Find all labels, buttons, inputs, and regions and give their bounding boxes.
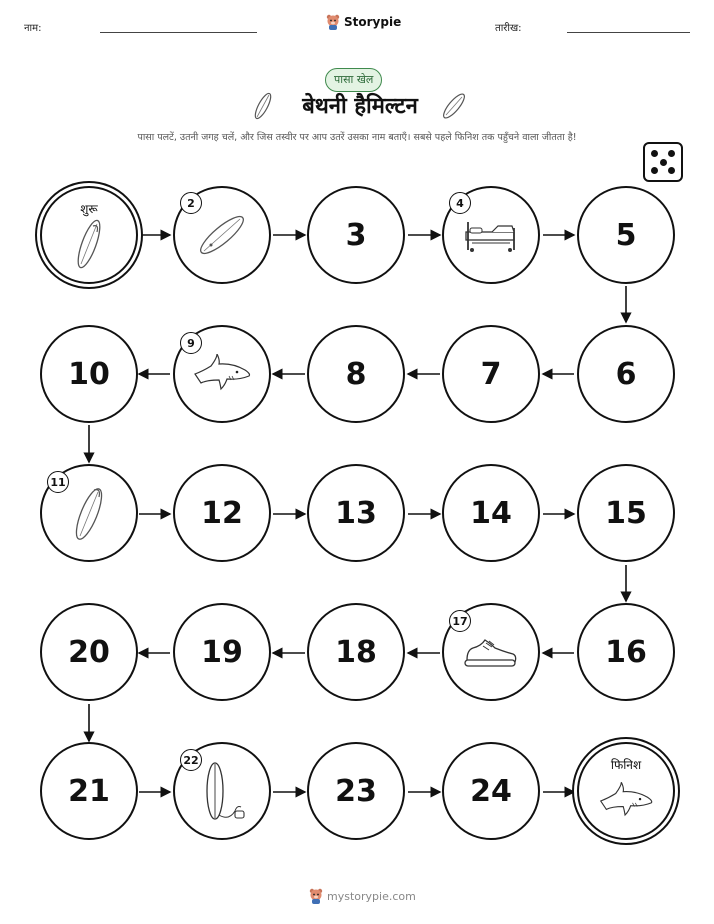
board-cell-6	[577, 325, 675, 423]
cell-number-badge: 4	[449, 192, 471, 214]
start-label: शुरू	[80, 202, 98, 216]
cell-number-badge: 2	[180, 192, 202, 214]
board-cell-14	[442, 464, 540, 562]
cell-number: 10	[68, 356, 110, 392]
board-cell-finish	[577, 742, 675, 840]
board-cell-12	[173, 464, 271, 562]
board-cell-18	[307, 603, 405, 701]
cell-number: 23	[335, 773, 377, 809]
board-cell-24	[442, 742, 540, 840]
surfboard-icon	[192, 205, 252, 265]
cell-number: 12	[201, 495, 243, 531]
cell-number-badge: 17	[449, 610, 471, 632]
board-cell-15	[577, 464, 675, 562]
cell-number: 18	[335, 634, 377, 670]
finish-label: फिनिश	[610, 758, 642, 772]
footer	[309, 888, 416, 904]
hospital-bed-icon	[462, 216, 520, 254]
brand-name: Storypie	[344, 15, 402, 29]
bear-icon	[309, 888, 323, 904]
board-cell-10	[40, 325, 138, 423]
cell-number: 8	[345, 356, 367, 392]
shark-icon	[191, 354, 253, 394]
cell-number: 6	[615, 356, 637, 392]
surfboard-icon	[68, 482, 110, 544]
board-cell-start	[40, 186, 138, 284]
cell-number: 15	[605, 495, 647, 531]
page-title: बेथनी हैमिल्टन	[302, 94, 418, 119]
cell-number-badge: 9	[180, 332, 202, 354]
surfboard-icon	[69, 216, 109, 272]
cell-number: 3	[345, 217, 367, 253]
cell-number: 13	[335, 495, 377, 531]
footer-url[interactable]: mystorypie.com	[327, 889, 416, 903]
shark-icon	[597, 782, 655, 820]
board-cell-13	[307, 464, 405, 562]
cell-number: 24	[470, 773, 512, 809]
sneaker-icon	[463, 636, 519, 672]
name-label: नाम:	[24, 23, 42, 34]
board-cell-20	[40, 603, 138, 701]
board-cell-23	[307, 742, 405, 840]
cell-number-badge: 22	[180, 749, 202, 771]
board-cell-7	[442, 325, 540, 423]
board-cell-8	[307, 325, 405, 423]
cell-number: 20	[68, 634, 110, 670]
cell-number: 19	[201, 634, 243, 670]
cell-number: 5	[615, 217, 637, 253]
surfboard-leash-icon	[197, 759, 247, 823]
cell-number: 14	[470, 495, 512, 531]
board-cell-5	[577, 186, 675, 284]
instructions: पासा पलटें, उतनी जगह चलें, और जिस तस्वीर पर आप उतरें उसका नाम बताएँ। सबसे पहले फिनिश तक पहुँचने वाला जीतता है!	[137, 132, 577, 143]
game-type-badge: पासा खेल	[325, 68, 382, 92]
board-cell-19	[173, 603, 271, 701]
board-cell-21	[40, 742, 138, 840]
cell-number-badge: 11	[47, 471, 69, 493]
date-label: तारीख:	[495, 23, 522, 34]
cell-number: 7	[480, 356, 502, 392]
cell-number: 21	[68, 773, 110, 809]
cell-number: 16	[605, 634, 647, 670]
board-cell-16	[577, 603, 675, 701]
board-cell-3	[307, 186, 405, 284]
